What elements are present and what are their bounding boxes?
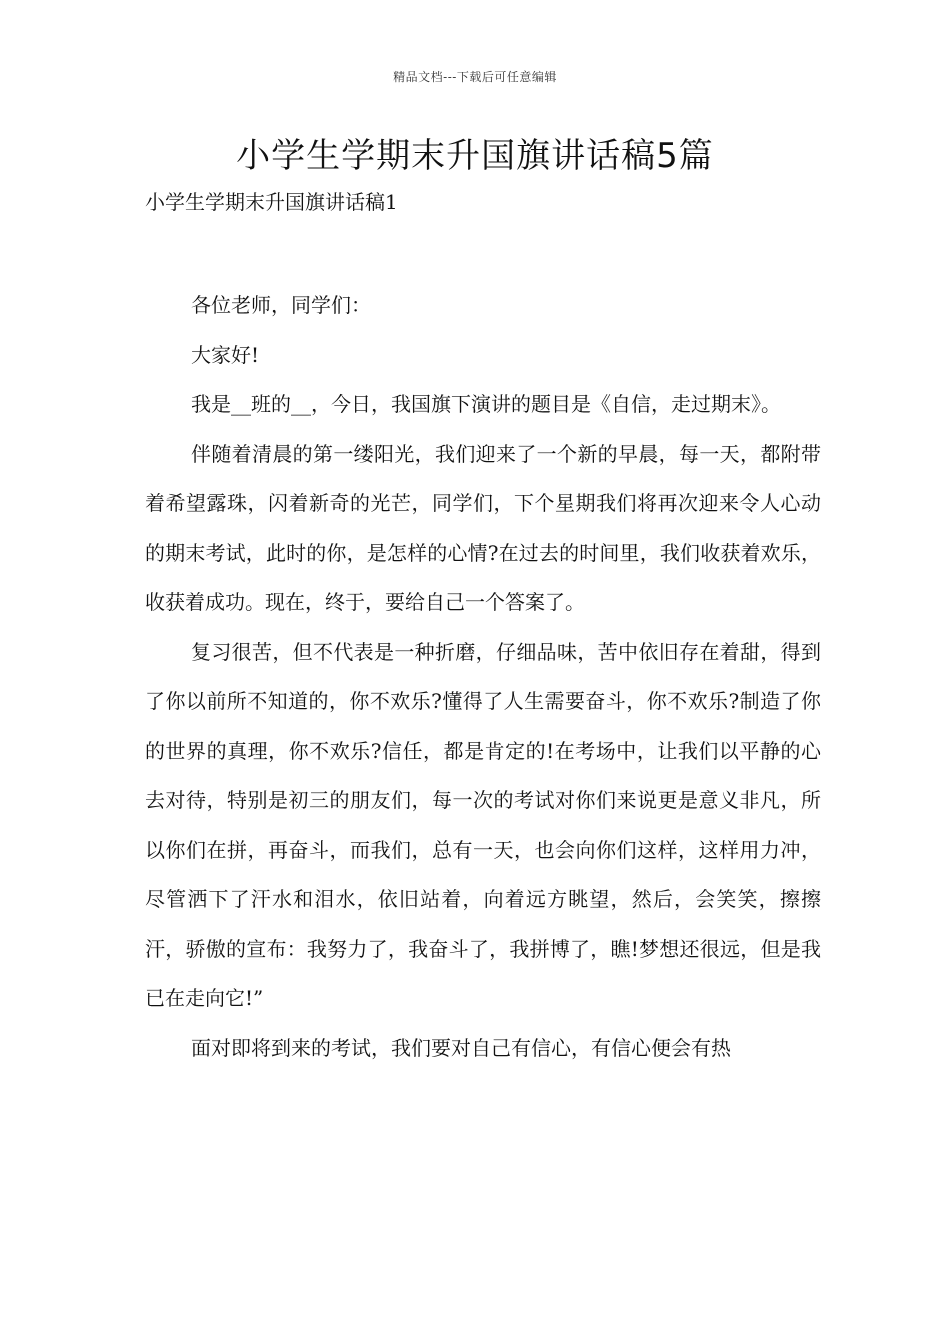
paragraph-greeting: 各位老师，同学们： <box>191 293 371 317</box>
document-title: 小学生学期末升国旗讲话稿5篇 <box>236 136 714 176</box>
paragraph-hello: 大家好! <box>191 342 260 367</box>
paragraph-intro: 我是__班的__，今日，我国旗下演讲的题目是《自信，走过期末》。 <box>191 392 781 416</box>
body-text <box>145 281 821 1073</box>
section-subtitle: 小学生学期末升国旗讲话稿1 <box>145 190 398 214</box>
paragraph-morning: 伴随着清晨的第一缕阳光，我们迎来了一个新的早晨，每一天，都附带着希望露珠，闪着新奇的光芒，同学们，下个星期我们将再次迎来令人心动的期末考试，此时的你，是怎样的心情?在过去的时间里，我们收获着欢乐，收获着成功。现在，终于，要给自己一个答案了。 <box>145 441 821 614</box>
paragraph-exam: 面对即将到来的考试，我们要对自己有信心，有信心便会有热 <box>191 1035 731 1060</box>
paragraph-review: 复习很苦，但不代表是一种折磨，仔细品味，苦中依旧存在着甜，得到了你以前所不知道的，你不欢乐?懂得了人生需要奋斗，你不欢乐?制造了你的世界的真理，你不欢乐?信任，都是肯定的!在考场中，让我们以平静的心去对待，特别是初三的朋友们，每一次的考试对你们来说更是意义非凡，所以你们在拼，再奋斗，而我们，总有一天，也会向你们这样，这样用力冲，尽管洒下了汗水和泪水，依旧站着，向着远方眺望，然后，会笑笑，擦擦汗，骄傲的宣布：我努力了，我奋斗了，我拼博了，瞧!梦想还很远，但是我已在走向它!” <box>145 639 821 1010</box>
header-note: 精品文档---下载后可任意编辑 <box>393 70 557 84</box>
